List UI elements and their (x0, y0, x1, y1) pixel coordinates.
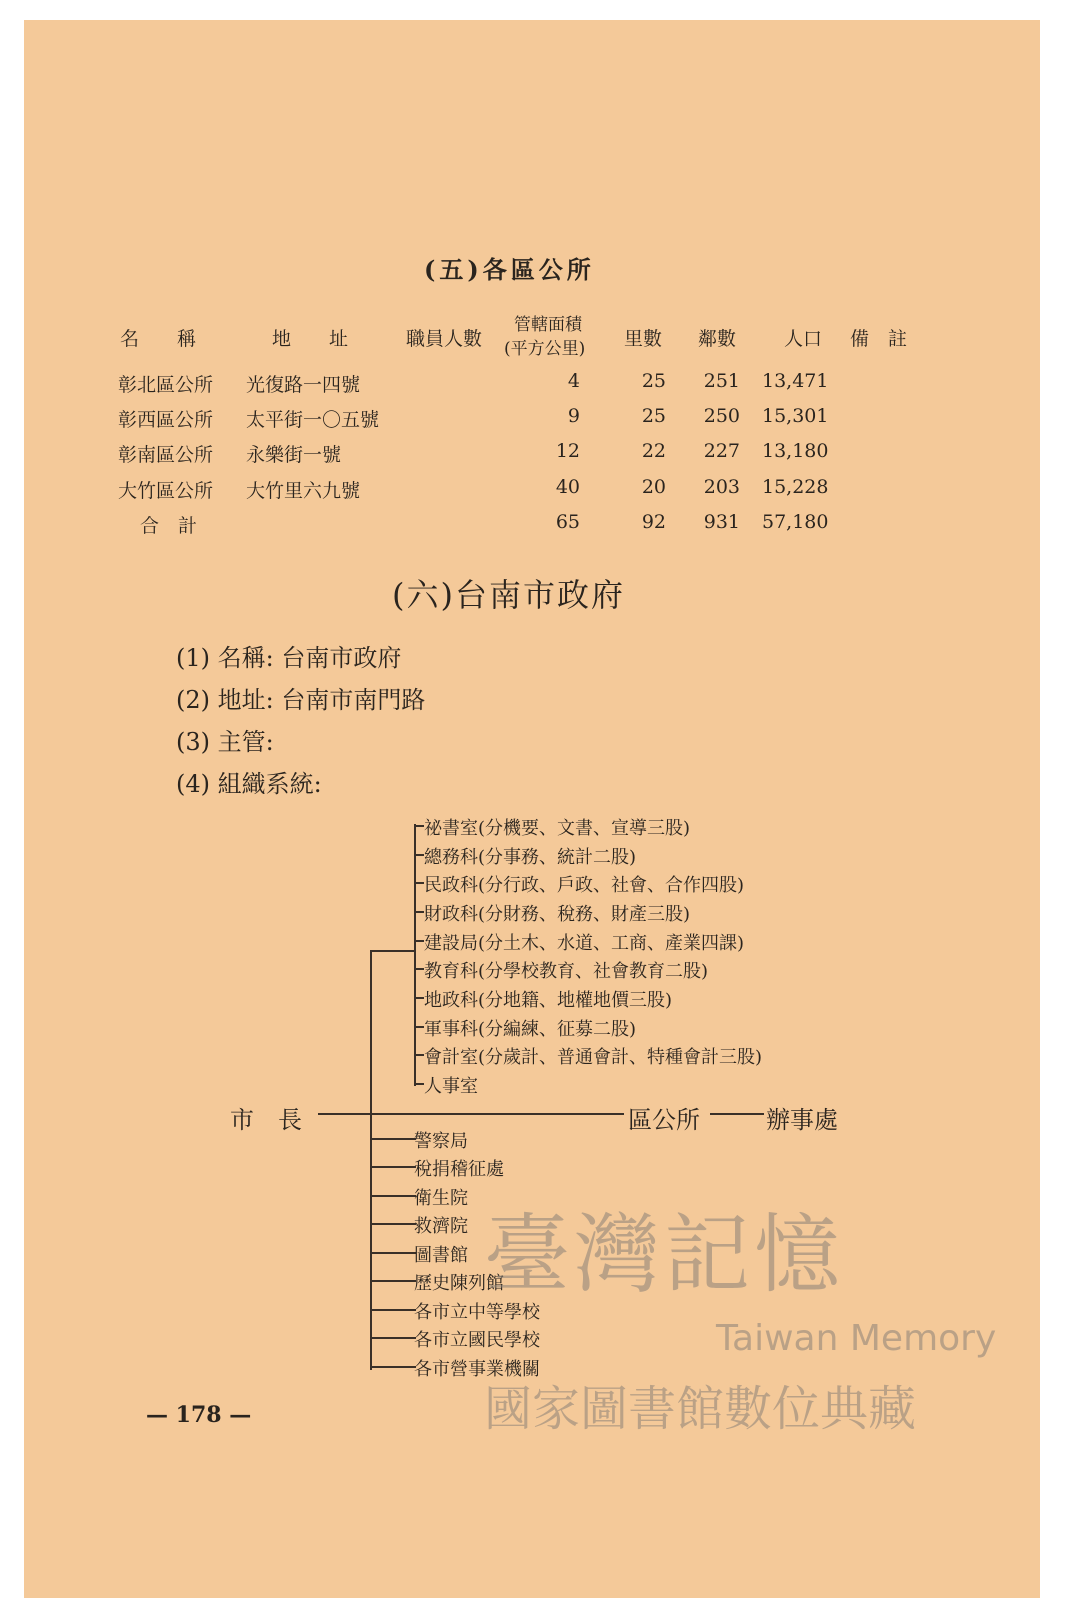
tick (372, 1366, 416, 1368)
tick (414, 825, 424, 827)
tick (372, 1252, 416, 1254)
header-li: 里數 (624, 328, 663, 350)
org-dept: 軍事科(分編練、征募二股) (424, 1019, 637, 1040)
total-lin: 931 (703, 511, 740, 533)
row-li: 22 (641, 440, 666, 462)
row-li: 20 (641, 476, 666, 498)
tick (414, 1054, 424, 1056)
org-dept: 教育科(分學校教育、社會教育二股) (424, 961, 709, 982)
row-li: 25 (641, 370, 666, 392)
tick (414, 854, 424, 856)
tick (414, 911, 424, 913)
org-dept: 人事室 (424, 1076, 478, 1097)
branch-connector-line (710, 1113, 764, 1115)
row-name: 彰北區公所 (118, 374, 214, 396)
tick (372, 1337, 416, 1339)
org-subordinate: 警察局 (414, 1131, 468, 1152)
row-address: 太平街一〇五號 (246, 409, 380, 431)
header-address: 地 址 (272, 328, 349, 350)
row-population: 13,180 (762, 440, 829, 462)
org-subordinate: 各市立中等學校 (414, 1302, 540, 1323)
row-name: 彰西區公所 (118, 409, 214, 431)
org-district-office: 區公所 (628, 1106, 700, 1134)
row-area: 4 (567, 370, 580, 392)
org-dept: 會計室(分歲計、普通會計、特種會計三股) (424, 1047, 763, 1068)
org-subordinate: 救濟院 (414, 1216, 468, 1237)
org-dept: 總務科(分事務、統計二股) (424, 847, 637, 868)
mayor-connector-line (318, 1113, 370, 1115)
header-population: 人口 (784, 328, 823, 350)
org-mayor: 市 長 (230, 1106, 302, 1134)
section6-title: (六)台南市政府 (392, 576, 625, 614)
org-subordinate: 圖書館 (414, 1245, 468, 1266)
total-li: 92 (641, 511, 666, 533)
total-label: 合 計 (140, 515, 198, 537)
tick (414, 1026, 424, 1028)
total-area: 65 (555, 511, 580, 533)
org-dept: 地政科(分地籍、地權地價三股) (424, 990, 673, 1011)
row-lin: 251 (703, 370, 740, 392)
watermark-english: Taiwan Memory (716, 1318, 997, 1359)
info-name: (1) 名稱: 台南市政府 (176, 644, 402, 672)
header-lin: 鄰數 (698, 328, 737, 350)
total-population: 57,180 (762, 511, 829, 533)
header-name: 名 稱 (120, 328, 197, 350)
row-area: 12 (555, 440, 580, 462)
row-lin: 203 (703, 476, 740, 498)
header-area-bottom: (平方公里) (504, 339, 586, 359)
row-population: 15,228 (762, 476, 829, 498)
section5-title: (五)各區公所 (424, 255, 595, 284)
tick (372, 1223, 416, 1225)
header-remarks: 備 註 (850, 328, 908, 350)
dept-bracket-line (414, 824, 416, 1086)
org-dept: 祕書室(分機要、文書、宣導三股) (424, 818, 691, 839)
org-branch-office: 辦事處 (766, 1106, 838, 1134)
row-area: 9 (567, 405, 580, 427)
org-subordinate: 稅捐稽征處 (414, 1159, 504, 1180)
row-address: 光復路一四號 (246, 374, 361, 396)
tick (414, 968, 424, 970)
row-lin: 227 (703, 440, 740, 462)
main-trunk-line (370, 950, 372, 1370)
watermark-library: 國家圖書館數位典藏 (484, 1381, 917, 1437)
info-head: (3) 主管: (176, 728, 274, 756)
row-population: 15,301 (762, 405, 829, 427)
tick (372, 1280, 416, 1282)
tick (372, 1309, 416, 1311)
row-lin: 250 (703, 405, 740, 427)
org-dept: 財政科(分財務、稅務、財產三股) (424, 904, 691, 925)
org-subordinate: 各市營事業機關 (414, 1359, 540, 1380)
watermark-main: 臺灣記憶 (484, 1205, 844, 1305)
district-connector-line (372, 1113, 624, 1115)
org-dept: 民政科(分行政、戶政、社會、合作四股) (424, 875, 745, 896)
tick (414, 940, 424, 942)
page-number: — 178 — (146, 1402, 252, 1428)
info-org-system: (4) 組織系統: (176, 770, 322, 798)
tick (372, 1138, 416, 1140)
tick (372, 1195, 416, 1197)
tick (414, 997, 424, 999)
row-name: 大竹區公所 (118, 480, 214, 502)
org-subordinate: 各市立國民學校 (414, 1330, 540, 1351)
header-staff: 職員人數 (406, 328, 483, 350)
row-population: 13,471 (762, 370, 829, 392)
dept-connector-line (372, 950, 414, 952)
row-li: 25 (641, 405, 666, 427)
info-address: (2) 地址: 台南市南門路 (176, 686, 426, 714)
row-name: 彰南區公所 (118, 444, 214, 466)
tick (414, 882, 424, 884)
row-address: 大竹里六九號 (246, 480, 361, 502)
org-subordinate: 衛生院 (414, 1188, 468, 1209)
row-address: 永樂街一號 (246, 444, 342, 466)
header-area-top: 管轄面積 (514, 315, 582, 335)
tick (372, 1166, 416, 1168)
org-dept: 建設局(分土木、水道、工商、產業四課) (424, 933, 745, 954)
row-area: 40 (555, 476, 580, 498)
org-subordinate: 歷史陳列館 (414, 1273, 504, 1294)
tick (414, 1083, 424, 1085)
